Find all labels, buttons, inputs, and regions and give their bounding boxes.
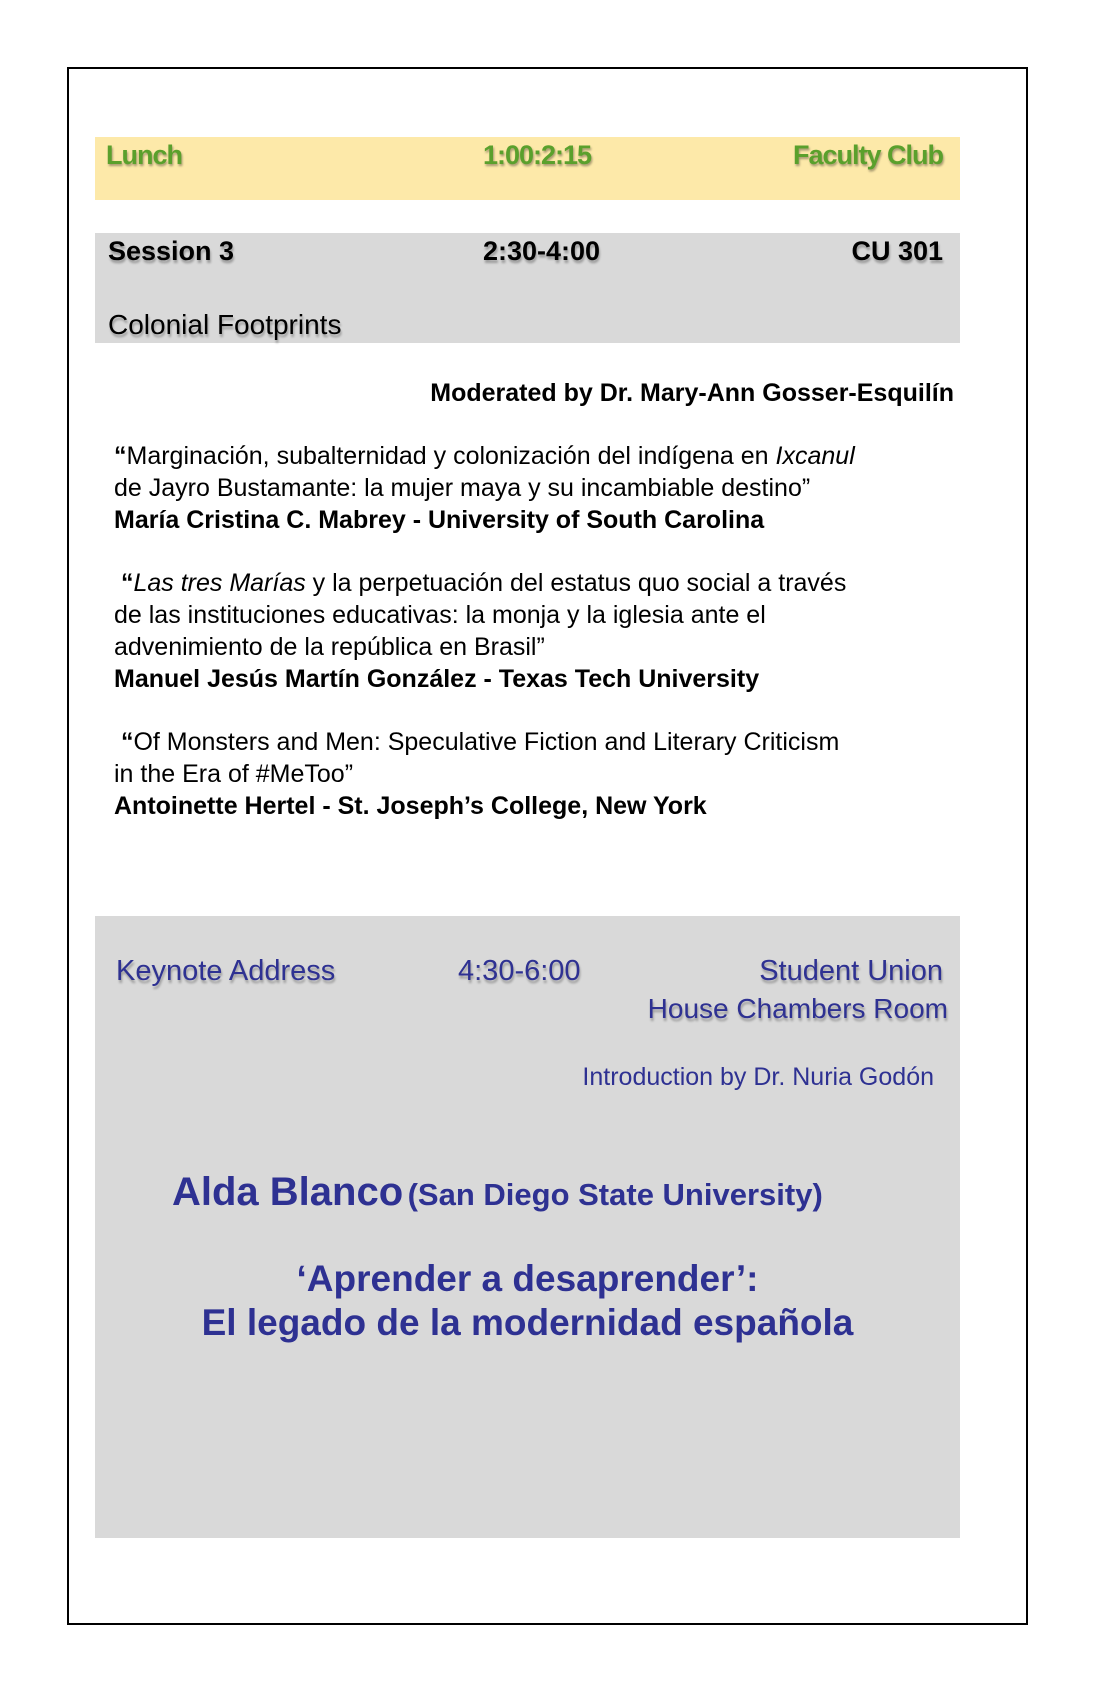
paper-author: Manuel Jesús Martín González - Texas Tech University bbox=[114, 665, 760, 693]
paper-title bbox=[114, 440, 954, 472]
open-quote: “ bbox=[120, 569, 134, 597]
open-quote: “ bbox=[120, 728, 134, 756]
keynote-title-line2: El legado de la modernidad española bbox=[201, 1302, 854, 1343]
keynote-location: Student Union bbox=[759, 955, 943, 987]
paper-title-line: in the Era of #MeToo” bbox=[114, 760, 354, 788]
keynote-speaker-line bbox=[172, 1170, 823, 1215]
session-title: Colonial Footprints bbox=[108, 309, 342, 340]
paper-title-italic: Ixcanul bbox=[775, 442, 855, 470]
session-moderator: Moderated by Dr. Mary-Ann Gosser-Esquilín bbox=[430, 379, 954, 407]
paper-author: María Cristina C. Mabrey - University of South Carolina bbox=[114, 506, 765, 534]
paper-title-text: Marginación, subalternidad y colonización del indígena en bbox=[126, 442, 776, 470]
session-room: CU 301 bbox=[851, 236, 943, 266]
paper-title bbox=[114, 726, 954, 758]
paper-item bbox=[114, 726, 954, 822]
lunch-label: Lunch bbox=[106, 140, 182, 170]
paper-item bbox=[114, 440, 954, 536]
paper-title-text: y la perpetuación del estatus quo social a través bbox=[305, 569, 847, 597]
lunch-location: Faculty Club bbox=[792, 140, 943, 170]
keynote-time: 4:30-6:00 bbox=[458, 955, 581, 987]
open-quote: “ bbox=[114, 442, 127, 470]
paper-title-line: de Jayro Bustamante: la mujer maya y su incambiable destino” bbox=[114, 474, 811, 502]
paper-title-text: Of Monsters and Men: Speculative Fiction and Literary Criticism bbox=[133, 728, 840, 756]
keynote-location-room: House Chambers Room bbox=[647, 993, 948, 1024]
session-label: Session 3 bbox=[108, 236, 235, 266]
keynote-title-line1: ‘Aprender a desaprender’: bbox=[296, 1258, 759, 1299]
paper-title-line: advenimiento de la república en Brasil” bbox=[114, 633, 545, 661]
session-time: 2:30-4:00 bbox=[483, 236, 601, 266]
paper-item bbox=[114, 567, 954, 695]
keynote-label: Keynote Address bbox=[116, 955, 336, 987]
paper-title-italic: Las tres Marías bbox=[133, 569, 306, 597]
keynote-affiliation: (San Diego State University) bbox=[407, 1177, 823, 1212]
keynote-speaker: Alda Blanco bbox=[172, 1170, 404, 1214]
lunch-time: 1:00:2:15 bbox=[483, 140, 592, 170]
paper-title-line: de las instituciones educativas: la monja y la iglesia ante el bbox=[114, 601, 766, 629]
paper-title bbox=[114, 567, 954, 599]
keynote-introduction: Introduction by Dr. Nuria Godón bbox=[582, 1063, 934, 1091]
paper-author: Antoinette Hertel - St. Joseph’s College, New York bbox=[114, 792, 707, 820]
